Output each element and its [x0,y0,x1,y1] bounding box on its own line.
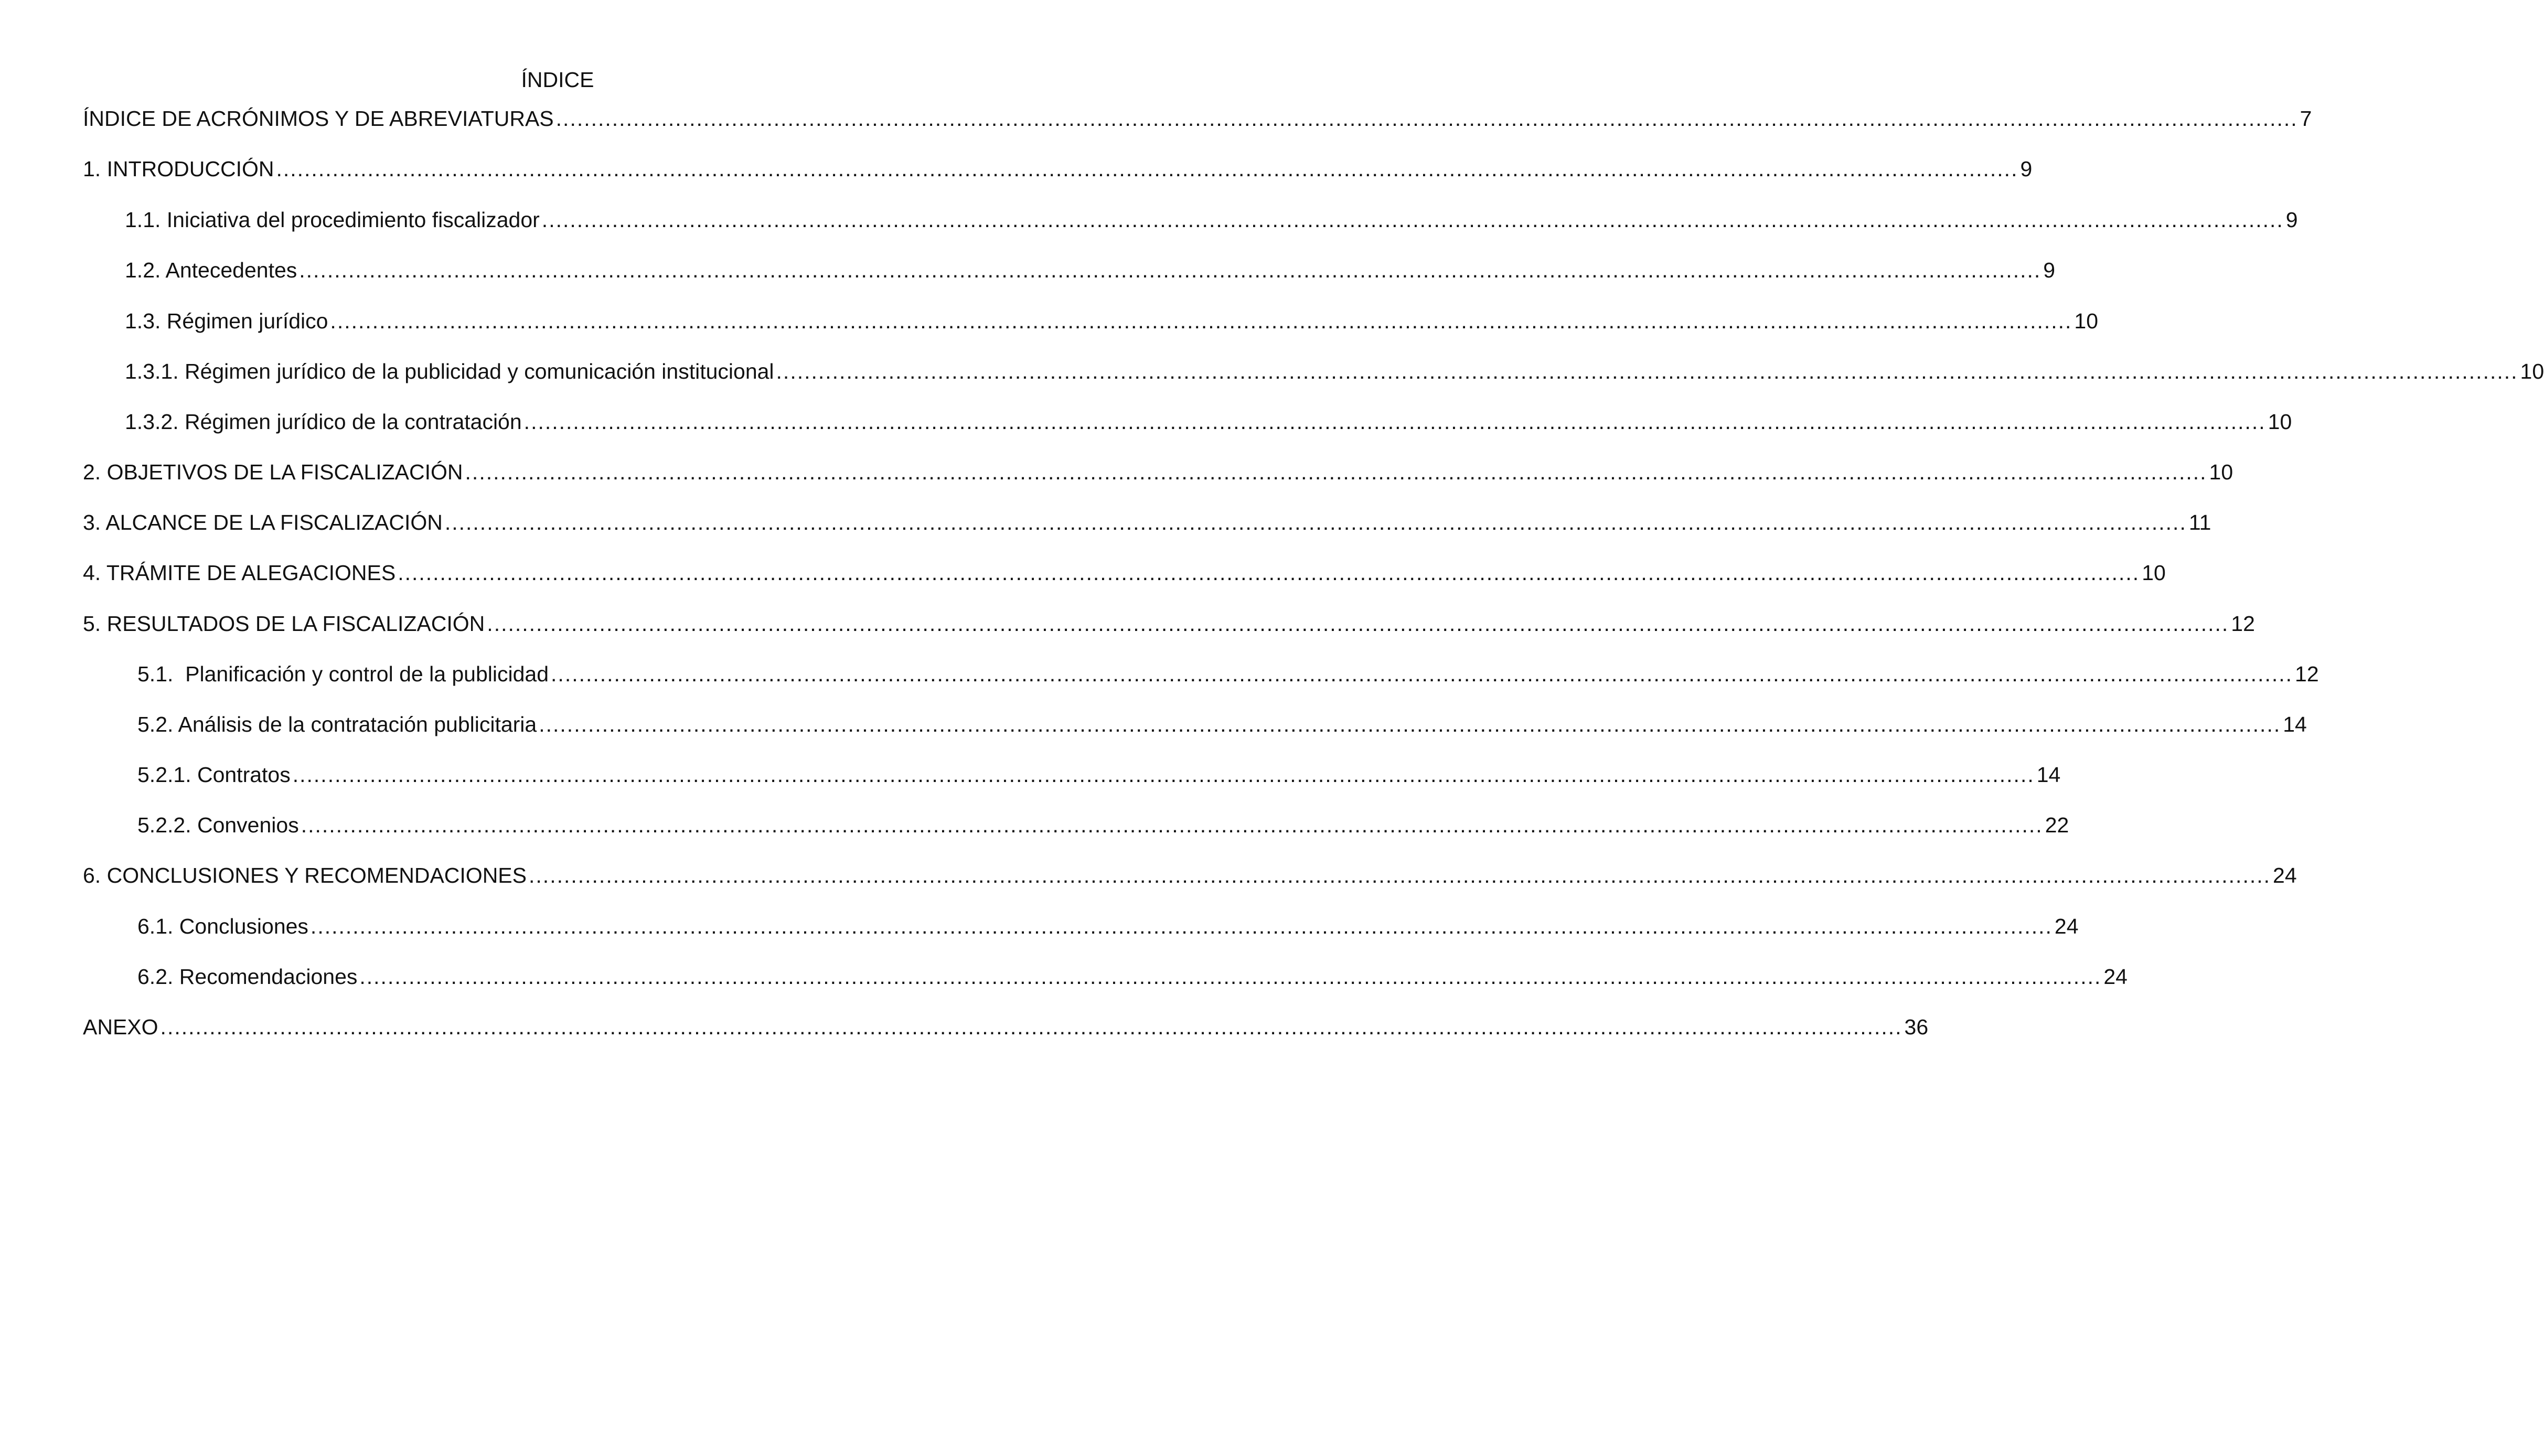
toc-entry-label: 6.2. Recomendaciones [137,965,358,989]
toc-entry-label: 5.2. Análisis de la contratación publicitaria [137,712,537,736]
dot-leader: ........................................................................................................................................................................................................................................................ [487,612,2229,636]
toc-page-number: 10 [2268,410,2292,434]
toc-page-number: 10 [2074,309,2099,333]
toc-entry-alegaciones[interactable] [83,558,2166,587]
toc-entry-anexo[interactable] [83,1012,1929,1042]
dot-leader: ........................................................................................................................................................................................................................................................ [465,460,2207,484]
toc-page-number: 9 [2043,258,2056,282]
toc-entry-label: 3. ALCANCE DE LA FISCALIZACIÓN [83,510,443,534]
dot-leader: ........................................................................................................................................................................................................................................................ [776,359,2518,383]
dot-leader: ........................................................................................................................................................................................................................................................ [555,106,2298,131]
toc-entry-iniciativa[interactable] [125,205,2298,234]
toc-entry-label: 4. TRÁMITE DE ALEGACIONES [83,561,396,585]
toc-entry-label: 6. CONCLUSIONES Y RECOMENDACIONES [83,863,527,887]
toc-entry-label: 1. INTRODUCCIÓN [83,157,274,181]
toc-page-number: 24 [2054,914,2079,938]
dot-leader: ........................................................................................................................................................................................................................................................ [359,965,2102,989]
toc-page-number: 10 [2209,460,2233,484]
toc-entry-recomendaciones[interactable] [137,962,2128,991]
toc-entry-regimen-juridico[interactable] [125,306,2099,336]
toc-entry-contratos[interactable] [137,760,2061,789]
dot-leader: ........................................................................................................................................................................................................................................................ [523,410,2266,434]
dot-leader: ........................................................................................................................................................................................................................................................ [276,157,2018,181]
toc-page-number: 11 [2188,510,2211,534]
toc-page-number: 9 [2020,157,2033,181]
toc-entry-analisis[interactable] [137,710,2307,739]
toc-page-number: 14 [2036,763,2061,787]
dot-leader: ........................................................................................................................................................................................................................................................ [299,258,2041,282]
toc-entry-introduccion[interactable] [83,154,2033,184]
toc-page-number: 14 [2283,712,2307,736]
dot-leader: ........................................................................................................................................................................................................................................................ [529,863,2271,887]
toc-entry-regimen-publicidad[interactable] [125,357,2544,386]
toc-entry-alcance[interactable] [83,508,2211,537]
toc-page-number: 22 [2045,813,2069,837]
toc-entry-label: 5. RESULTADOS DE LA FISCALIZACIÓN [83,612,485,636]
page-title: ÍNDICE [521,68,594,92]
toc-entry-objetivos[interactable] [83,457,2233,487]
dot-leader: ........................................................................................................................................................................................................................................................ [310,914,2053,938]
toc-page-number: 10 [2520,359,2544,383]
dot-leader: ........................................................................................................................................................................................................................................................ [539,712,2281,736]
toc-entry-regimen-contratacion[interactable] [125,407,2292,436]
dot-leader: ........................................................................................................................................................................................................................................................ [292,763,2035,787]
toc-entry-label: 1.3.1. Régimen jurídico de la publicidad y comunicación institucional [125,359,774,383]
toc-entry-resultados[interactable] [83,609,2255,638]
toc-page-number: 10 [2142,561,2166,585]
toc-entry-convenios[interactable] [137,810,2069,840]
toc-entry-label: 5.1. Planificación y control de la publicidad [137,662,549,686]
toc-entry-label: ANEXO [83,1015,158,1039]
toc-page-number: 7 [2300,106,2312,131]
toc-page-number: 36 [1904,1015,1929,1039]
toc-entry-conclusiones-recomendaciones[interactable] [83,861,2297,890]
dot-leader: ........................................................................................................................................................................................................................................................ [330,309,2072,333]
toc-page-number: 12 [2295,662,2319,686]
toc-page-number: 9 [2285,208,2298,232]
dot-leader: ........................................................................................................................................................................................................................................................ [160,1015,1902,1039]
dot-leader: ........................................................................................................................................................................................................................................................ [551,662,2293,686]
toc-entry-planificacion[interactable] [137,659,2319,689]
toc-entry-antecedentes[interactable] [125,255,2056,285]
toc-entry-label: 6.1. Conclusiones [137,914,308,938]
dot-leader: ........................................................................................................................................................................................................................................................ [398,561,2140,585]
dot-leader: ........................................................................................................................................................................................................................................................ [301,813,2043,837]
toc-entry-label: 1.3.2. Régimen jurídico de la contratación [125,410,522,434]
toc-entry-label: 1.1. Iniciativa del procedimiento fiscalizador [125,208,540,232]
toc-entry-conclusiones[interactable] [137,912,2079,941]
toc-entry-label: 2. OBJETIVOS DE LA FISCALIZACIÓN [83,460,463,484]
toc-entry-label: 5.2.1. Contratos [137,763,291,787]
dot-leader: ........................................................................................................................................................................................................................................................ [444,510,2187,534]
toc-entry-acronimos[interactable] [83,104,2312,133]
toc-page-number: 24 [2103,965,2128,989]
toc-entry-label: 5.2.2. Convenios [137,813,299,837]
toc-page-number: 24 [2273,863,2297,887]
toc-entry-label: 1.2. Antecedentes [125,258,297,282]
dot-leader: ........................................................................................................................................................................................................................................................ [541,208,2284,232]
toc-entry-label: ÍNDICE DE ACRÓNIMOS Y DE ABREVIATURAS [83,106,554,131]
toc-entry-label: 1.3. Régimen jurídico [125,309,328,333]
toc-page-number: 12 [2231,612,2255,636]
